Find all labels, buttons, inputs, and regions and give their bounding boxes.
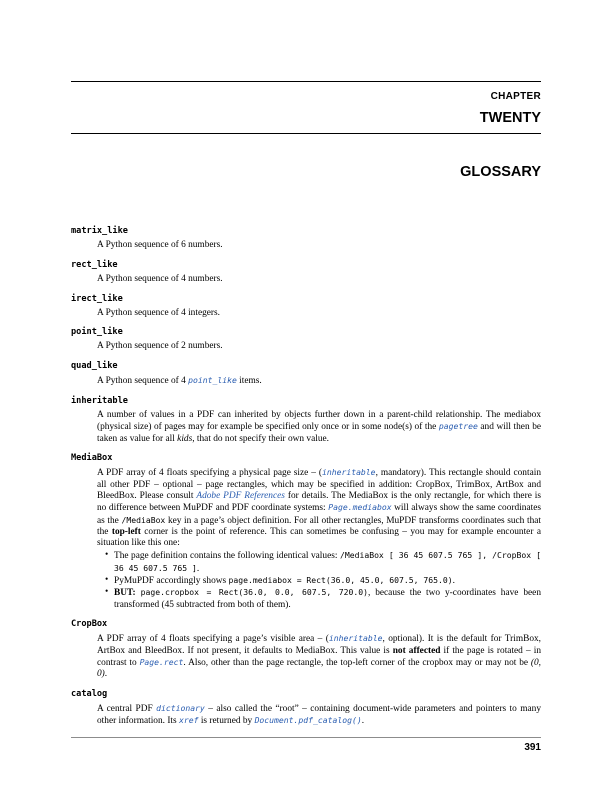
page-title: GLOSSARY: [460, 164, 541, 180]
link-inheritable[interactable]: inheritable: [328, 633, 383, 644]
text-run: .: [361, 716, 365, 727]
link-point-like[interactable]: point_like: [188, 375, 237, 386]
text-run: A Python sequence of 4: [97, 376, 189, 387]
term-cropbox: CropBox: [71, 619, 108, 630]
definition-text: A Python sequence of 4 integers.: [97, 307, 221, 318]
definition-mediabox: [97, 467, 541, 611]
definition-text: [97, 410, 541, 445]
text-run: .: [452, 576, 455, 587]
text-run: if the page is rotated – in contrast to: [97, 645, 541, 669]
strong-not-affected: not affected: [392, 645, 441, 656]
definition-catalog: [97, 703, 541, 728]
emphasis-kids: kids: [177, 433, 193, 444]
text-run: and will then be taken as value for all: [97, 422, 542, 444]
bullet-list: [97, 550, 541, 610]
link-adobe-pdf-references[interactable]: Adobe PDF References: [196, 490, 285, 501]
definition-irect-like: [97, 308, 541, 319]
text-run: corner is the point of reference. This can sometimes be confusing – you may for example encounter a situation like this one:: [97, 526, 541, 549]
text-run: , because the two y-coordinates have been transformed (45 subtracted from both of them).: [114, 588, 541, 610]
definition-inheritable: [97, 410, 541, 445]
definition-matrix-like: [97, 240, 541, 251]
chapter-rule: [71, 133, 541, 134]
top-rule: [71, 81, 541, 82]
text-run: The page definition contains the following identical values:: [114, 551, 340, 562]
text-run: A number of values in a PDF can inherited by objects further down in a parent-child relationship. The mediabox (physical size) of pages may for example be specified only once or in some node(s) of the: [97, 409, 541, 433]
link-xref[interactable]: xref: [179, 715, 199, 726]
definition-text: [97, 703, 541, 728]
code-mediabox-key: /MediaBox: [121, 514, 166, 525]
definition-text: A Python sequence of 6 numbers.: [97, 240, 223, 250]
strong-top-left: top-left: [111, 526, 141, 537]
footer-rule: [71, 737, 541, 738]
text-run: items.: [236, 376, 262, 387]
list-item: [114, 575, 541, 587]
list-item: [114, 550, 541, 575]
term-rect-like: rect_like: [71, 259, 118, 270]
definition-rect-like: [97, 274, 541, 285]
definition-text: A Python sequence of 2 numbers.: [97, 341, 223, 352]
emphasis-origin: (0, 0): [97, 658, 541, 680]
list-item: [114, 587, 541, 611]
definition-point-like: [97, 341, 541, 352]
strong-but: BUT:: [114, 588, 136, 599]
code-snippet: page.mediabox = Rect(36.0, 45.0, 607.5, 765.0): [228, 575, 453, 586]
link-page-rect[interactable]: Page.rect: [139, 657, 184, 668]
text-run: .: [196, 563, 200, 574]
page-number: 391: [524, 742, 541, 753]
chapter-number: TWENTY: [479, 110, 541, 126]
definition-text: [97, 467, 541, 549]
text-run: .: [104, 669, 108, 680]
text-run: . Also, other than the page rectangle, the top-left corner of the cropbox may or may not be: [183, 658, 531, 669]
term-catalog: catalog: [71, 689, 108, 700]
chapter-label: CHAPTER: [490, 91, 541, 102]
definition-quad-like: [97, 375, 541, 387]
definition-text: [97, 633, 541, 680]
text-run: for details. The MediaBox is the only rectangle, for which there is no difference between MuPDF and PDF coordinate systems:: [97, 490, 542, 514]
term-matrix-like: matrix_like: [71, 226, 128, 236]
term-inheritable: inheritable: [71, 395, 128, 406]
code-snippet: page.cropbox = Rect(36.0, 0.0, 607.5, 720.0): [140, 587, 368, 598]
text-run: is returned by: [198, 716, 255, 727]
text-run: , that do not specify their own value.: [192, 433, 329, 444]
text-run: A central PDF: [97, 704, 157, 715]
text-run: – also called the “root” – containing document-wide parameters and pointers to many other information. Its: [97, 704, 541, 727]
link-pagetree[interactable]: pagetree: [438, 421, 478, 432]
definition-text: A Python sequence of 4 numbers.: [97, 273, 223, 284]
link-inheritable[interactable]: inheritable: [321, 467, 376, 478]
text-run: , optional). It is the default for TrimBox, ArtBox and BleedBox. If not present, it defaults to MediaBox. This value is: [97, 634, 542, 656]
link-page-mediabox[interactable]: Page.mediabox: [328, 502, 392, 513]
text-run: , mandatory). This rectangle should contain all other PDF – optional – page rectangles, which may be specified in addition: CropBox, TrimBox, ArtBox and BleedBox. Please consult: [97, 468, 541, 501]
link-pdf-catalog[interactable]: Document.pdf_catalog(): [254, 715, 362, 726]
term-point-like: point_like: [71, 327, 123, 338]
text-run: key in a page’s object definition. For all other rectangles, MuPDF transforms coordinates such that the: [97, 515, 541, 537]
definition-text: [97, 375, 541, 387]
definition-cropbox: [97, 633, 541, 680]
text-run: PyMuPDF accordingly shows: [114, 576, 229, 587]
text-run: A PDF array of 4 floats specifying a page’s visible area – (: [97, 634, 329, 645]
term-irect-like: irect_like: [71, 293, 123, 304]
term-quad-like: quad_like: [71, 361, 118, 372]
link-dictionary[interactable]: dictionary: [156, 703, 205, 714]
glossary-list: [71, 225, 541, 735]
code-snippet: /MediaBox [ 36 45 607.5 765 ], /CropBox [ 36 45 607.5 765 ]: [114, 550, 541, 573]
text-run: will always show the same coordinates as the: [97, 503, 541, 526]
term-mediabox: MediaBox: [71, 453, 113, 464]
text-run: A PDF array of 4 floats specifying a physical page size – (: [97, 468, 322, 479]
